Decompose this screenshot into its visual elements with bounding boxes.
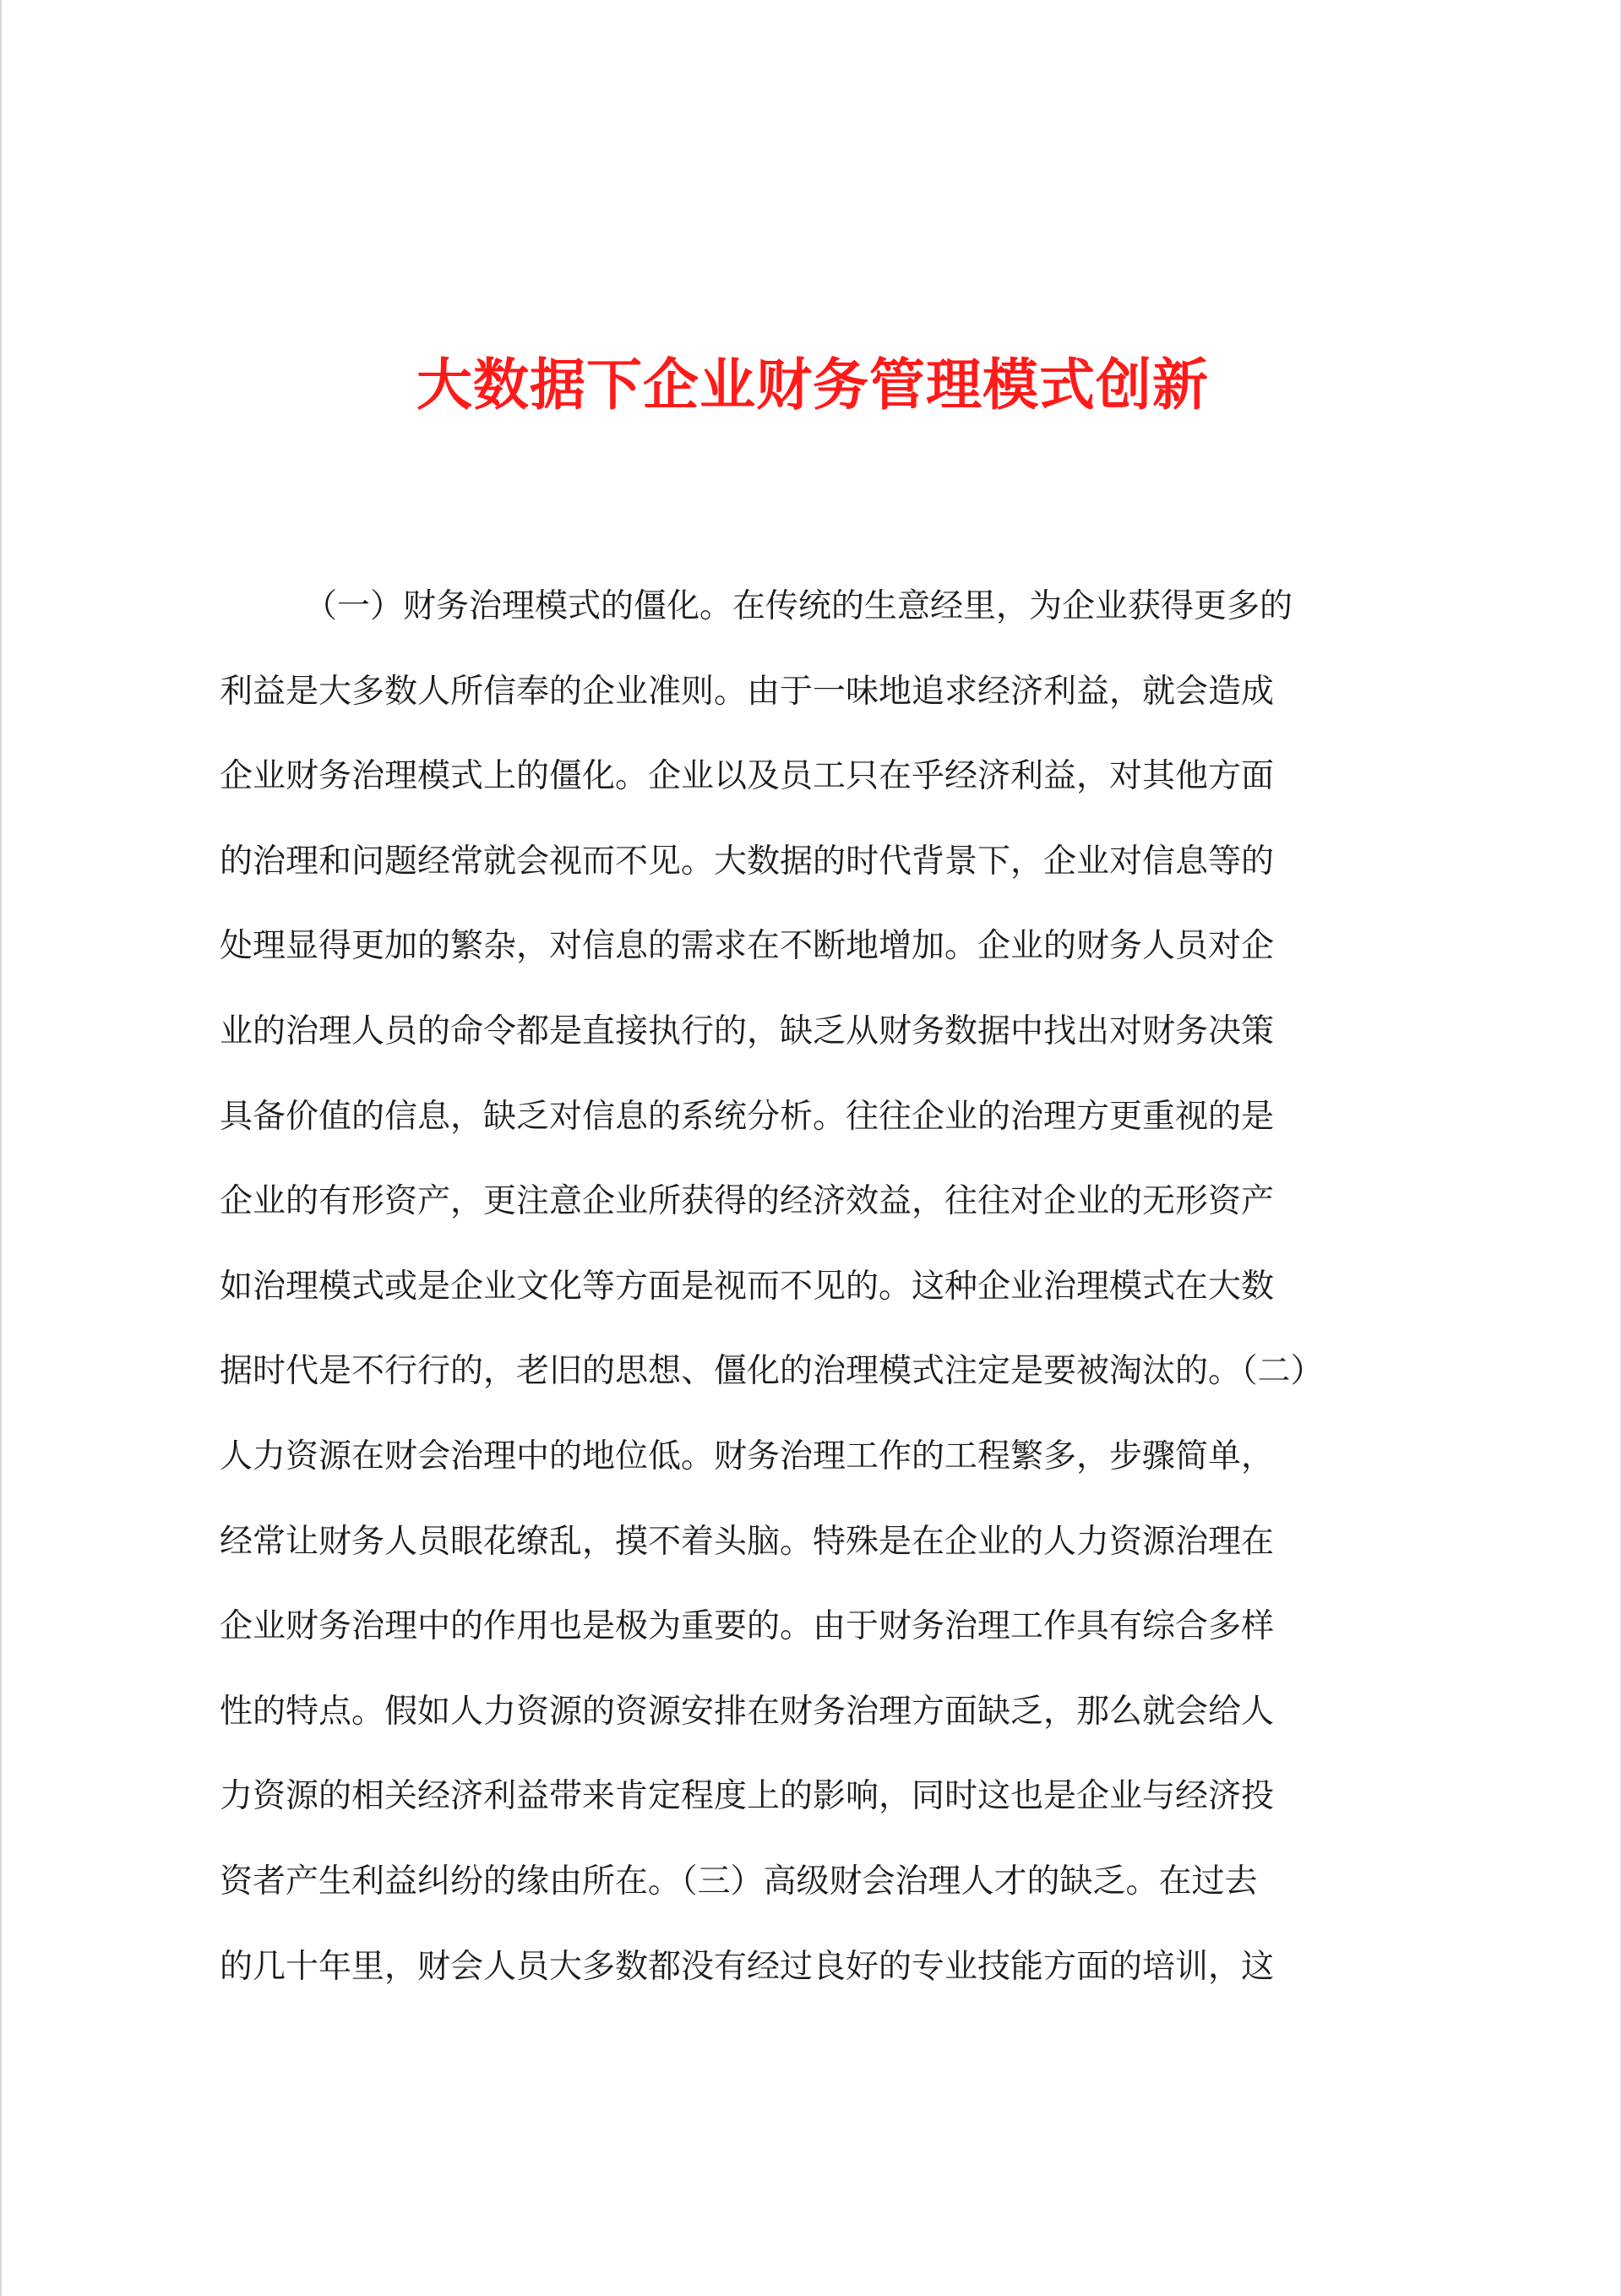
body-line: 资者产生利益纠纷的缘由所在。（三）高级财会治理人才的缺乏。在过去 xyxy=(220,1862,1258,1901)
body-line: 力资源的相关经济利益带来肯定程度上的影响，同时这也是企业与经济投 xyxy=(220,1777,1275,1816)
body-line: 性的特点。假如人力资源的资源安排在财务治理方面缺乏，那么就会给人 xyxy=(220,1692,1275,1731)
body-line: 业的治理人员的命令都是直接执行的，缺乏从财务数据中找出对财务决策 xyxy=(220,1012,1275,1050)
body-line: 企业的有形资产，更注意企业所获得的经济效益，往往对企业的无形资产 xyxy=(220,1182,1275,1221)
body-line: （一）财务治理模式的僵化。在传统的生意经里，为企业获得更多的 xyxy=(304,587,1293,625)
body-line: 如治理模式或是企业文化等方面是视而不见的。这种企业治理模式在大数 xyxy=(220,1267,1275,1306)
body-line: 据时代是不行行的，老旧的思想、僵化的治理模式注定是要被淘汰的。（二） xyxy=(220,1352,1324,1391)
body-line: 经常让财务人员眼花缭乱，摸不着头脑。特殊是在企业的人力资源治理在 xyxy=(220,1522,1275,1561)
body-line: 人力资源在财会治理中的地位低。财务治理工作的工程繁多，步骤简单， xyxy=(220,1437,1275,1475)
body-line: 处理显得更加的繁杂，对信息的需求在不断地增加。企业的财务人员对企 xyxy=(220,927,1275,966)
body-line: 的几十年里，财会人员大多数都没有经过良好的专业技能方面的培训，这 xyxy=(220,1947,1275,1986)
body-line: 具备价值的信息，缺乏对信息的系统分析。往往企业的治理方更重视的是 xyxy=(220,1097,1275,1136)
body-line: 利益是大多数人所信奉的企业准则。由于一味地追求经济利益，就会造成 xyxy=(220,672,1275,711)
document-title: 大数据下企业财务管理模式创新 xyxy=(416,352,1209,417)
body-line: 的治理和问题经常就会视而不见。大数据的时代背景下，企业对信息等的 xyxy=(220,842,1275,881)
body-line: 企业财务治理模式上的僵化。企业以及员工只在乎经济利益，对其他方面 xyxy=(220,757,1275,796)
body-line: 企业财务治理中的作用也是极为重要的。由于财务治理工作具有综合多样 xyxy=(220,1607,1275,1646)
document-body xyxy=(220,564,1428,2010)
